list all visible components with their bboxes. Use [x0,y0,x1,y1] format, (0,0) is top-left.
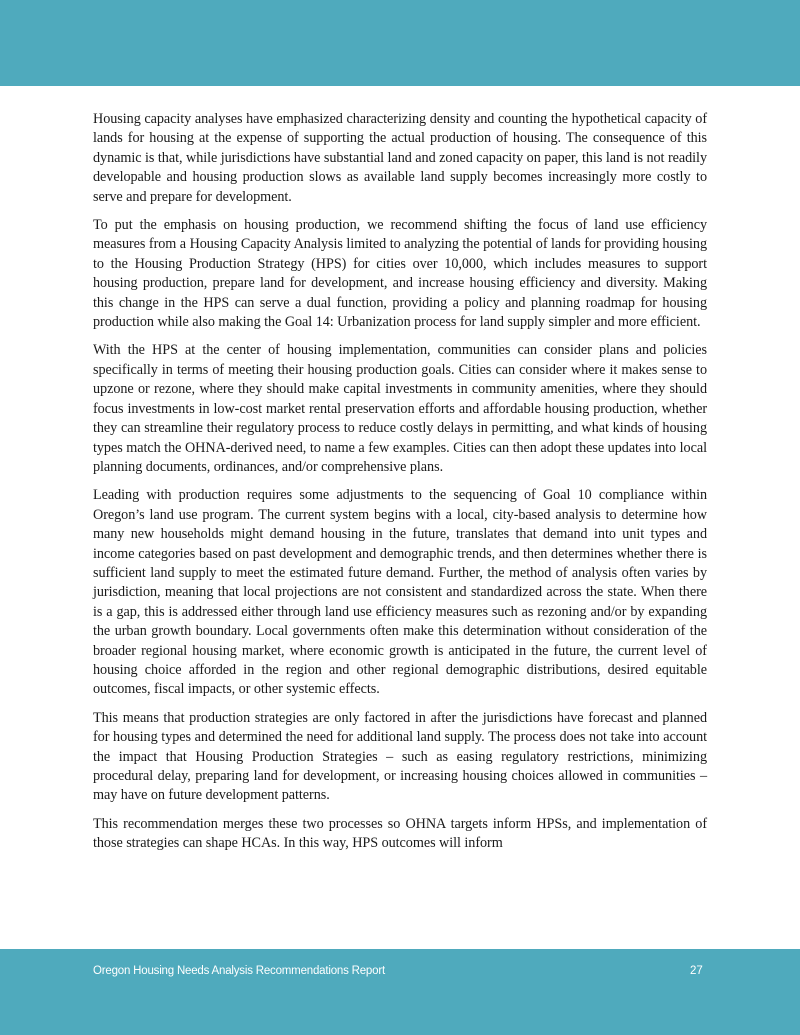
paragraph-capacity-analyses: Housing capacity analyses have emphasized characterizing density and counting the hypothetical capacity of lands for housing at the expense of supporting the actual production of housing. The consequence of this dynamic is that, while jurisdictions have substantial land and zoned capacity on paper, this land is not readily developable and housing production slows as available land supply becomes increasingly more costly to serve and prepare for development. [93,111,707,205]
header-band [0,0,800,86]
page-body [93,110,707,863]
page-number: 27 [690,965,703,977]
paragraph-production-strategies: This means that production strategies are only factored in after the jurisdictions have forecast and planned for housing types and determined the need for additional land supply. The process does not take into account the impact that Housing Production Strategies – such as easing regulatory restrictions, minimizing procedural delay, preparing land for development, or increasing housing choices allowed in communities – may have on future development patterns. [93,709,707,804]
footer-report-title: Oregon Housing Needs Analysis Recommendations Report [93,965,385,977]
paragraph-emphasis-production: To put the emphasis on housing production, we recommend shifting the focus of land use efficiency measures from a Housing Capacity Analysis limited to analyzing the potential of lands for providing housing to the Housing Production Strategy (HPS) for cities over 10,000, which includes measures to support housing production, prepare land for development, and increase housing efficiency and diversity. Making this change in the HPS can serve a dual function, providing a policy and planning roadmap for housing production while also making the Goal 14: Urbanization process for land supply simpler and more efficient. [93,217,707,331]
paragraph-hps-center: With the HPS at the center of housing implementation, communities can consider plans and policies specifically in terms of meeting their housing production goals. Cities can consider where it makes sense to upzone or rezone, where they should make capital investments in community amenities, where they should focus investments in low-cost market rental preservation efforts and affordable housing production, whether they can streamline their regulatory process to reduce costly delays in permitting, and what kinds of housing types match the OHNA-derived need, to name a few examples. Cities can then adopt these updates into local planning documents, ordinances, and/or comprehensive plans. [93,342,707,475]
paragraph-recommendation-merges: This recommendation merges these two processes so OHNA targets inform HPSs, and implementation of those strategies can shape HCAs. In this way, HPS outcomes will inform [93,815,707,852]
paragraph-leading-production: Leading with production requires some adjustments to the sequencing of Goal 10 compliance within Oregon’s land use program. The current system begins with a local, city-based analysis to determine how many new households might demand housing in the future, translates that demand into unit types and income categories based on past development and demographic trends, and then determines whether there is sufficient land supply to meet the estimated future demand. Further, the method of analysis often varies by jurisdiction, meaning that local projections are not consistent and standardized across the state. When there is a gap, this is addressed either through land use efficiency measures such as rezoning and/or by expanding the urban growth boundary. Local governments often make this determination without consideration of the broader regional housing market, where economic growth is anticipated in the future, the current level of housing choice afforded in the region and other regional demographic distributions, desired equitable outcomes, fiscal impacts, or other systemic effects. [93,487,707,698]
footer-band [0,949,800,1035]
